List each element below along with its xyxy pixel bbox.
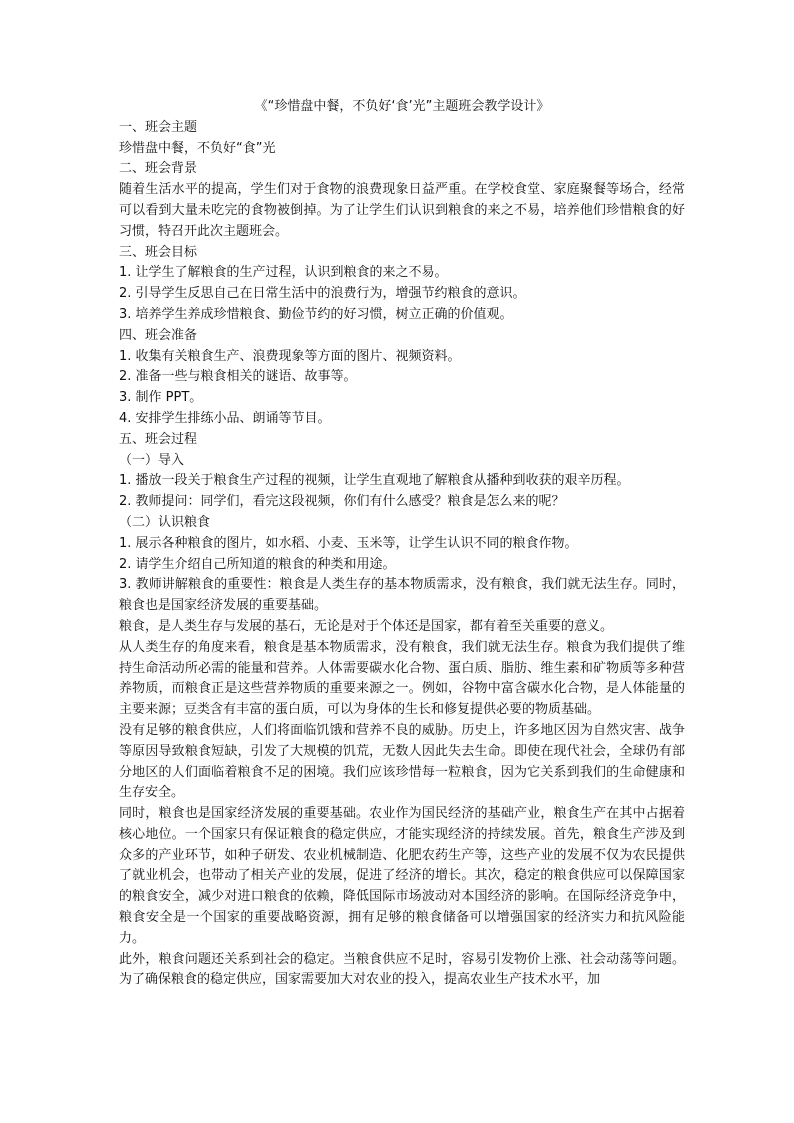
body-paragraph: 此外，粮食问题还关系到社会的稳定。当粮食供应不足时，容易引发物价上涨、社会动荡等问题。为了确保粮食的稳定供应，国家需要加大对农业的投入，提高农业生产技术水平，加 (119, 951, 685, 988)
preparation-item: 3. 制作 PPT。 (119, 390, 203, 406)
process-item-importance: 3. 教师讲解粮食的重要性：粮食是人类生存的基本物质需求，没有粮食，我们就无法生存。同时，粮食也是国家经济发展的重要基础。 (119, 577, 685, 614)
body-paragraph: 从人类生存的角度来看，粮食是基本物质需求，没有粮食，我们就无法生存。粮食为我们提供了维持生命活动所必需的能量和营养。人体需要碳水化合物、蛋白质、脂肪、维生素和矿物质等多种营养物质，而粮食正是这些营养物质的重要来源之一。例如，谷物中富含碳水化合物，是人体能量的主要来源；豆类含有丰富的蛋白质，可以为身体的生长和修复提供必要的物质基础。 (119, 639, 685, 718)
theme-text: 珍惜盘中餐，不负好“食”光 (119, 140, 276, 156)
preparation-item: 2. 准备一些与粮食相关的谜语、故事等。 (119, 369, 357, 385)
background-paragraph: 随着生活水平的提高，学生们对于食物的浪费现象日益严重。在学校食堂、家庭聚餐等场合，经常可以看到大量未吃完的食物被倒掉。为了让学生们认识到粮食的来之不易，培养他们珍惜粮食的好习惯，特召开此次主题班会。 (119, 182, 685, 239)
document-page (119, 97, 685, 991)
body-paragraph: 没有足够的粮食供应，人们将面临饥饿和营养不良的威胁。历史上，许多地区因为自然灾害、战争等原因导致粮食短缺，引发了大规模的饥荒，无数人因此失去生命。即使在现代社会，全球仍有部分地区的人们面临着粮食不足的困境。我们应该珍惜每一粒粮食，因为它关系到我们的生命健康和生存安全。 (119, 722, 685, 801)
preparation-item: 4. 安排学生排练小品、朗诵等节目。 (119, 410, 331, 426)
process-item: 2. 教师提问：同学们，看完这段视频，你们有什么感受？粮食是怎么来的呢？ (119, 494, 565, 510)
heading-goals: 三、班会目标 (119, 244, 198, 260)
goal-item: 1. 让学生了解粮食的生产过程，认识到粮食的来之不易。 (119, 265, 448, 281)
heading-process: 五、班会过程 (119, 431, 198, 447)
preparation-item: 1. 收集有关粮食生产、浪费现象等方面的图片、视频资料。 (119, 348, 461, 364)
process-item: 1. 展示各种粮食的图片，如水稻、小麦、玉米等，让学生认识不同的粮食作物。 (119, 535, 578, 551)
subheading-intro: （一）导入 (119, 452, 185, 468)
heading-preparation: 四、班会准备 (119, 327, 198, 343)
heading-theme: 一、班会主题 (119, 119, 198, 135)
process-item: 1. 播放一段关于粮食生产过程的视频，让学生直观地了解粮食从播种到收获的艰辛历程。 (119, 473, 630, 489)
process-item: 2. 请学生介绍自己所知道的粮食的种类和用途。 (119, 556, 396, 572)
goal-item: 2. 引导学生反思自己在日常生活中的浪费行为，增强节约粮食的意识。 (119, 286, 526, 302)
subheading-know-grain: （二）认识粮食 (119, 514, 211, 530)
goal-item: 3. 培养学生养成珍惜粮食、勤俭节约的好习惯，树立正确的价值观。 (119, 306, 513, 322)
body-paragraph: 同时，粮食也是国家经济发展的重要基础。农业作为国民经济的基础产业，粮食生产在其中占据着核心地位。一个国家只有保证粮食的稳定供应，才能实现经济的持续发展。首先，粮食生产涉及到众多的产业环节，如种子研发、农业机械制造、化肥农药生产等，这些产业的发展不仅为农民提供了就业机会，也带动了相关产业的发展，促进了经济的增长。其次，稳定的粮食供应可以保障国家的粮食安全，减少对进口粮食的依赖，降低国际市场波动对本国经济的影响。在国际经济竞争中，粮食安全是一个国家的重要战略资源，拥有足够的粮食储备可以增强国家的经济实力和抗风险能力。 (119, 806, 685, 946)
heading-background: 二、班会背景 (119, 161, 198, 177)
document-title: 《“珍惜盘中餐，不负好‘食’光”主题班会教学设计》 (254, 99, 550, 114)
body-paragraph: 粮食，是人类生存与发展的基石，无论是对于个体还是国家，都有着至关重要的意义。 (119, 618, 614, 634)
